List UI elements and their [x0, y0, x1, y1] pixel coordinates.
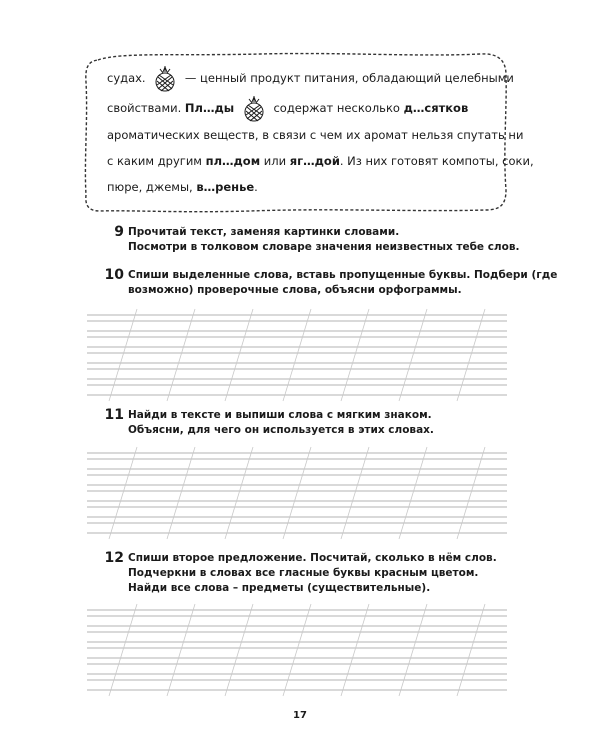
slant-guide-line: [341, 447, 369, 539]
instruction-line: Посмотри в толковом словаре значения неизвестных тебе слов.: [128, 241, 520, 253]
instruction-line: возможно) проверочные слова, объясни орфограммы.: [128, 284, 462, 296]
slant-guide-line: [399, 447, 427, 539]
slant-guide-line: [225, 604, 253, 696]
text-fragment: .: [254, 180, 258, 194]
slant-guide-line: [283, 447, 311, 539]
task-number: 10: [104, 267, 124, 283]
slant-guide-line: [457, 309, 485, 401]
text-fragment: или: [263, 154, 287, 168]
text-fragment: ароматических веществ, в связи с чем их аромат нельзя спутать ни: [107, 128, 524, 142]
highlighted-word: Пл…ды: [184, 101, 235, 115]
slant-guide-line: [109, 604, 137, 696]
writing-area-task-12: [87, 604, 507, 696]
text-fragment: пюре, джемы,: [107, 180, 193, 194]
text-fragment: судах.: [107, 71, 146, 85]
slant-guide-line: [341, 309, 369, 401]
slant-guide-line: [167, 604, 195, 696]
task-number: 9: [114, 224, 124, 240]
text-fragment: — ценный продукт питания, обладающий целебными: [184, 71, 514, 85]
slant-guide-line: [167, 447, 195, 539]
slant-guide-line: [109, 447, 137, 539]
slant-guide-line: [341, 604, 369, 696]
instruction-line: Спиши второе предложение. Посчитай, сколько в нём слов.: [128, 552, 497, 564]
slant-guide-line: [399, 309, 427, 401]
highlighted-word: пл…дом: [205, 154, 261, 168]
slant-guide-line: [399, 604, 427, 696]
instruction-line: Объясни, для чего он используется в этих словах.: [128, 424, 434, 436]
slant-guide-line: [167, 309, 195, 401]
highlighted-word: д…сятков: [403, 101, 469, 115]
slant-guide-line: [283, 604, 311, 696]
highlighted-word: яг…дой: [289, 154, 340, 168]
slant-guide-line: [283, 309, 311, 401]
text-fragment: с каким другим: [107, 154, 202, 168]
slant-guide-line: [225, 309, 253, 401]
instruction-line: Прочитай текст, заменяя картинки словами.: [128, 226, 400, 238]
text-fragment: свойствами.: [107, 101, 182, 115]
page-number: 17: [293, 710, 307, 721]
slant-guide-line: [225, 447, 253, 539]
writing-area-task-11: [87, 447, 507, 539]
instruction-line: Найди все слова – предметы (существительные).: [128, 582, 431, 594]
slant-guide-line: [457, 447, 485, 539]
text-fragment: . Из них готовят компоты, соки,: [339, 154, 534, 168]
slant-guide-line: [457, 604, 485, 696]
instruction-line: Подчеркни в словах все гласные буквы красным цветом.: [128, 567, 479, 579]
task-number: 12: [104, 550, 124, 566]
task-number: 11: [104, 407, 124, 423]
instruction-line: Спиши выделенные слова, вставь пропущенные буквы. Подбери (где: [128, 269, 558, 281]
instruction-line: Найди в тексте и выпиши слова с мягким знаком.: [128, 409, 432, 421]
highlighted-word: в…ренье: [196, 180, 255, 194]
slant-guide-line: [109, 309, 137, 401]
text-fragment: содержат несколько: [273, 101, 400, 115]
writing-area-task-10: [87, 309, 507, 401]
